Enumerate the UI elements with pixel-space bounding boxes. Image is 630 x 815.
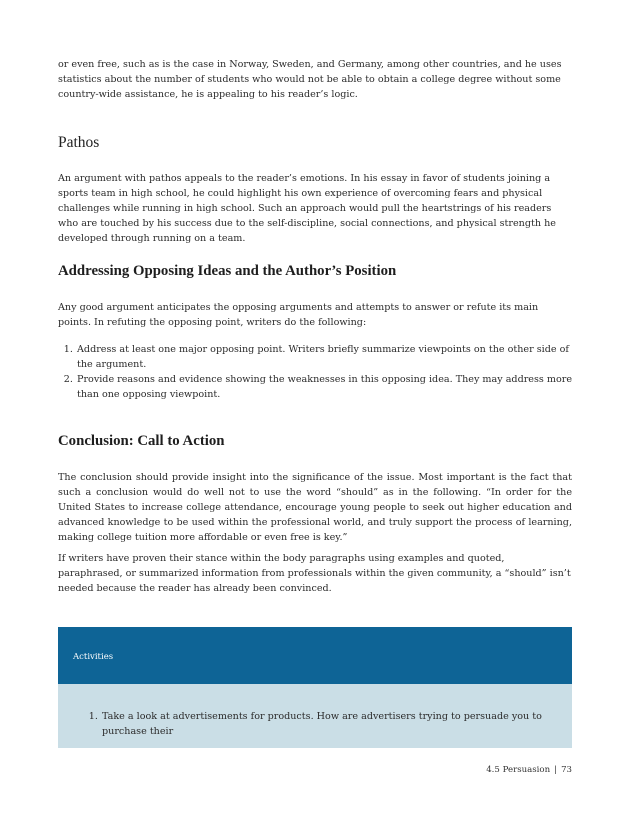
opposing-body <box>58 300 572 330</box>
list-item: 1. Address at least one major opposing point. Writers briefly summarize viewpoints on the other side of the argument. <box>76 342 572 372</box>
list-item: 2. Provide reasons and evidence showing the weaknesses in this opposing idea. They may address more than one opposing viewpoint. <box>76 372 572 402</box>
opposing-paragraph: Any good argument anticipates the opposing arguments and attempts to answer or refute its main points. In refuting the opposing point, writers do the following: <box>58 302 539 328</box>
activities-header <box>58 627 572 684</box>
activities-box <box>58 627 572 748</box>
pathos-paragraph: An argument with pathos appeals to the reader’s emotions. In his essay in favor of students joining a sports team in high school, he could highlight his own experience of overcoming fears and physical challenges while running in high school. Such an approach would pull the heartstrings of his readers who are touched by his success due to the self-discipline, social connections, and physical strength he developed through running on a team. <box>58 173 556 244</box>
footer-section-title: 4.5 Persuasion <box>486 765 551 775</box>
conclusion-paragraph-1: The conclusion should provide insight into the significance of the issue. Most important is the fact that such a conclusion would do well not to use the word “should” as in the following. “In order for the United States to increase college attendance, encourage young people to seek out higher education and advanced knowledge to be used within the professional world, and truly support the process of learning, making college tuition more affordable or even free is key.” <box>58 472 572 543</box>
conclusion-paragraph-2: If writers have proven their stance within the body paragraphs using examples and quoted, paraphrased, or summarized information from professionals within the given community, a “should” isn’t needed because the reader has already been convinced. <box>58 553 571 594</box>
conclusion-heading: Conclusion: Call to Action <box>58 433 225 449</box>
pathos-body <box>58 171 572 246</box>
activities-title: Activities <box>73 652 114 662</box>
footer-separator: | <box>554 765 558 775</box>
opposing-list-container <box>58 342 572 402</box>
intro-section <box>58 57 572 102</box>
conclusion-section <box>58 431 572 451</box>
pathos-heading: Pathos <box>58 134 100 151</box>
opposing-list <box>58 342 572 402</box>
activities-list <box>85 709 571 739</box>
conclusion-body <box>58 470 572 545</box>
opposing-heading: Addressing Opposing Ideas and the Author’s Position <box>58 263 397 279</box>
opposing-section <box>58 261 572 281</box>
conclusion-body-2 <box>58 551 572 596</box>
pathos-section <box>58 133 572 153</box>
intro-paragraph: or even free, such as is the case in Norway, Sweden, and Germany, among other countries, and he uses statistics about the number of students who would not be able to obtain a college degree without some country-wide assistance, he is appealing to his reader’s logic. <box>58 59 562 100</box>
list-item: 1. Take a look at advertisements for products. How are advertisers trying to persuade you to purchase their <box>101 709 571 739</box>
page-number: 73 <box>561 765 572 775</box>
page-footer <box>486 765 572 775</box>
activities-body <box>58 684 572 748</box>
